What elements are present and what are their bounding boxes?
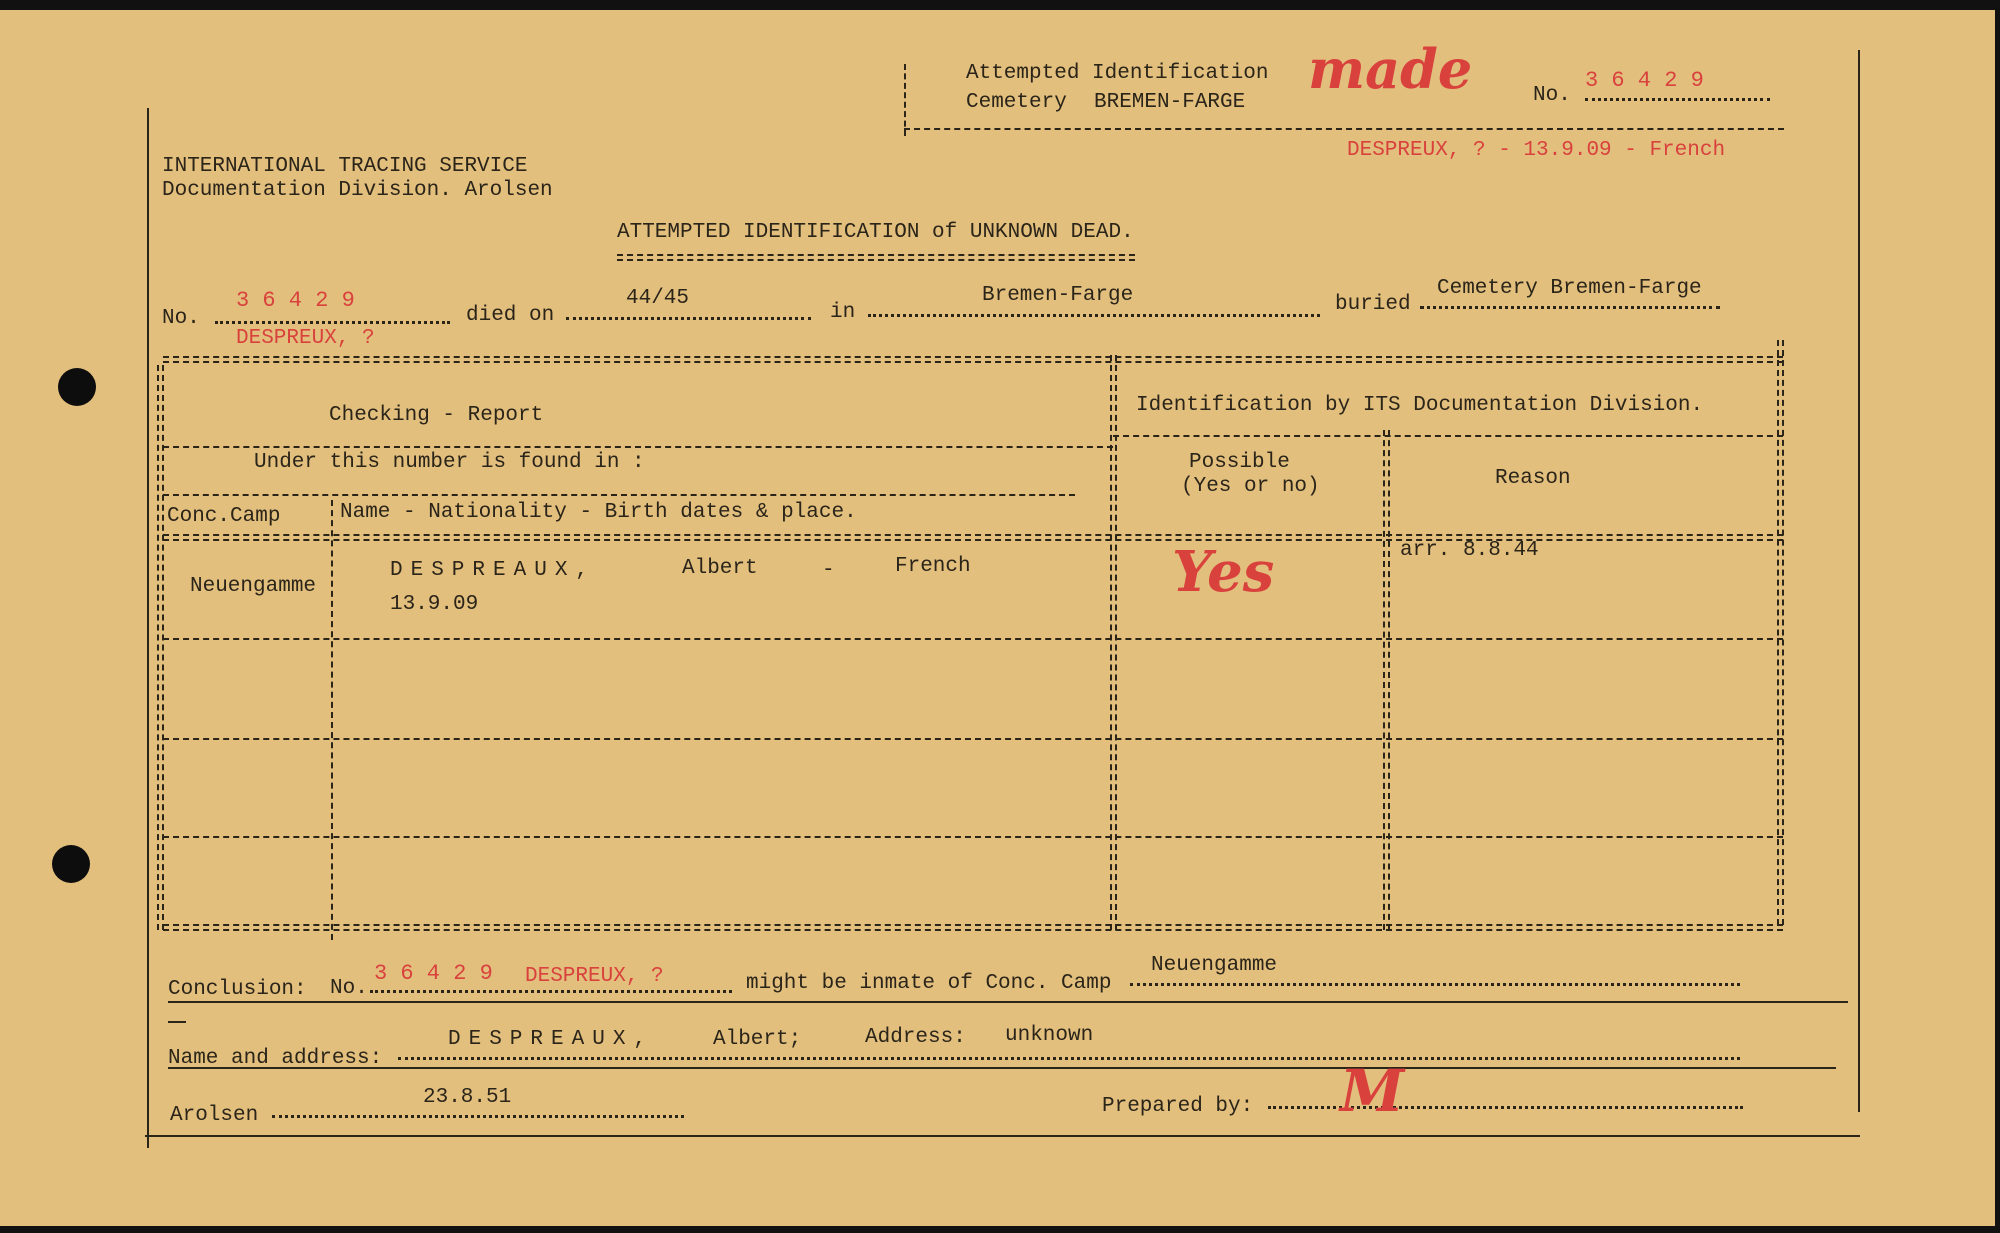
header-box-no-dots — [1585, 98, 1770, 101]
name-address-firstname: Albert; — [713, 1028, 802, 1051]
punch-hole-top — [58, 368, 96, 406]
conclusion-text: might be inmate of Conc. Camp — [746, 972, 1112, 995]
conclusion-no-value: 3 6 4 2 9 — [374, 961, 493, 986]
conclusion-no-label: No. — [330, 977, 368, 1000]
row-possible-handwritten: Yes — [1172, 539, 1275, 605]
header-box-cemetery-label: Cemetery — [966, 91, 1067, 114]
frame-bottom-line — [145, 1135, 1860, 1137]
identification-card — [0, 10, 1995, 1226]
footer-place-label: Arolsen — [170, 1104, 259, 1127]
punch-hole-bottom — [52, 845, 90, 883]
table-row-line-3 — [163, 836, 1783, 838]
record-in-label: in — [830, 301, 856, 324]
table-right-title: Identification by ITS Documentation Division. — [1136, 394, 1704, 417]
record-died-dots — [566, 317, 811, 320]
footer-date-value: 23.8.51 — [423, 1086, 512, 1109]
table-left-line — [157, 365, 164, 930]
page-title: ATTEMPTED IDENTIFICATION of UNKNOWN DEAD. — [617, 221, 1134, 244]
table-mid-line — [1110, 355, 1117, 930]
col-header-possible-2: (Yes or no) — [1181, 475, 1320, 498]
table-possible-reason-line — [1383, 430, 1390, 930]
conclusion-camp-dots — [1130, 983, 1740, 986]
header-box-no-value: 3 6 4 2 9 — [1585, 68, 1704, 93]
table-under-label: Under this number is found in : — [254, 451, 645, 474]
table-left-title: Checking - Report — [329, 404, 544, 427]
footer-date-dots — [272, 1115, 684, 1118]
record-died-label: died on — [466, 304, 555, 327]
conclusion-label: Conclusion: — [168, 978, 307, 1001]
record-buried-value: Cemetery Bremen-Farge — [1437, 277, 1702, 300]
row-birthdate: 13.9.09 — [390, 593, 479, 616]
record-died-value: 44/45 — [626, 287, 690, 310]
title-underline — [617, 254, 1135, 261]
record-in-value: Bremen-Farge — [982, 284, 1134, 307]
table-camp-name-line — [331, 500, 333, 940]
row-firstname: Albert — [682, 557, 758, 580]
name-address-address-value: unknown — [1005, 1024, 1094, 1047]
org-line2: Documentation Division. Arolsen — [162, 179, 553, 202]
header-box-line1: Attempted Identification — [966, 62, 1269, 85]
name-address-label: Name and address: — [168, 1047, 383, 1070]
record-in-dots — [868, 314, 1320, 317]
name-address-underline — [168, 1067, 1836, 1069]
row-nationality: French — [895, 555, 971, 578]
conclusion-name-red: DESPREUX, ? — [525, 965, 664, 988]
row-surname: DESPREAUX, — [390, 559, 597, 582]
table-line-col-header — [163, 534, 1783, 541]
record-buried-label: buried — [1335, 293, 1411, 316]
header-box-cemetery-value: BREMEN-FARGE — [1094, 91, 1246, 114]
table-line-right-header — [1113, 435, 1783, 437]
header-box-bottom-line — [904, 128, 1784, 130]
record-no-value: 3 6 4 2 9 — [236, 288, 355, 313]
table-row-line-1 — [163, 638, 1783, 640]
conclusion-camp-value: Neuengamme — [1151, 954, 1278, 977]
header-box-no-label: No. — [1533, 84, 1571, 107]
footer-prepared-initial: M — [1340, 1057, 1405, 1125]
record-buried-dots — [1420, 306, 1720, 309]
header-box-left-line — [904, 64, 906, 136]
col-header-possible-1: Possible — [1189, 451, 1290, 474]
row-camp: Neuengamme — [190, 575, 317, 598]
red-summary: DESPREUX, ? - 13.9.09 - French — [1347, 139, 1726, 162]
col-header-reason: Reason — [1495, 467, 1571, 490]
col-header-camp: Conc.Camp — [167, 505, 281, 528]
col-header-name: Name - Nationality - Birth dates & place. — [340, 501, 857, 524]
handwritten-made: made — [1308, 37, 1473, 101]
conclusion-underline — [168, 1001, 1848, 1003]
record-no-dots — [215, 321, 450, 324]
footer-prepared-label: Prepared by: — [1102, 1095, 1254, 1118]
name-address-address-label: Address: — [865, 1026, 966, 1049]
record-name-red: DESPREUX, ? — [236, 327, 375, 350]
name-address-topline — [168, 1021, 186, 1023]
conclusion-no-dots — [370, 990, 732, 993]
table-top-line — [163, 356, 1783, 363]
org-line1: INTERNATIONAL TRACING SERVICE — [162, 155, 528, 178]
table-row-line-2 — [163, 738, 1783, 740]
name-address-name: DESPREAUX, — [448, 1028, 655, 1051]
name-address-dots — [398, 1057, 1740, 1060]
row-dash: - — [822, 559, 835, 582]
table-line-under — [163, 494, 1075, 496]
row-reason: arr. 8.8.44 — [1400, 539, 1539, 562]
table-bottom-line — [163, 924, 1783, 931]
record-no-label: No. — [162, 307, 200, 330]
table-line-left-header — [163, 446, 1113, 448]
frame-right-line — [1858, 50, 1860, 1112]
frame-left-line — [147, 108, 149, 1148]
